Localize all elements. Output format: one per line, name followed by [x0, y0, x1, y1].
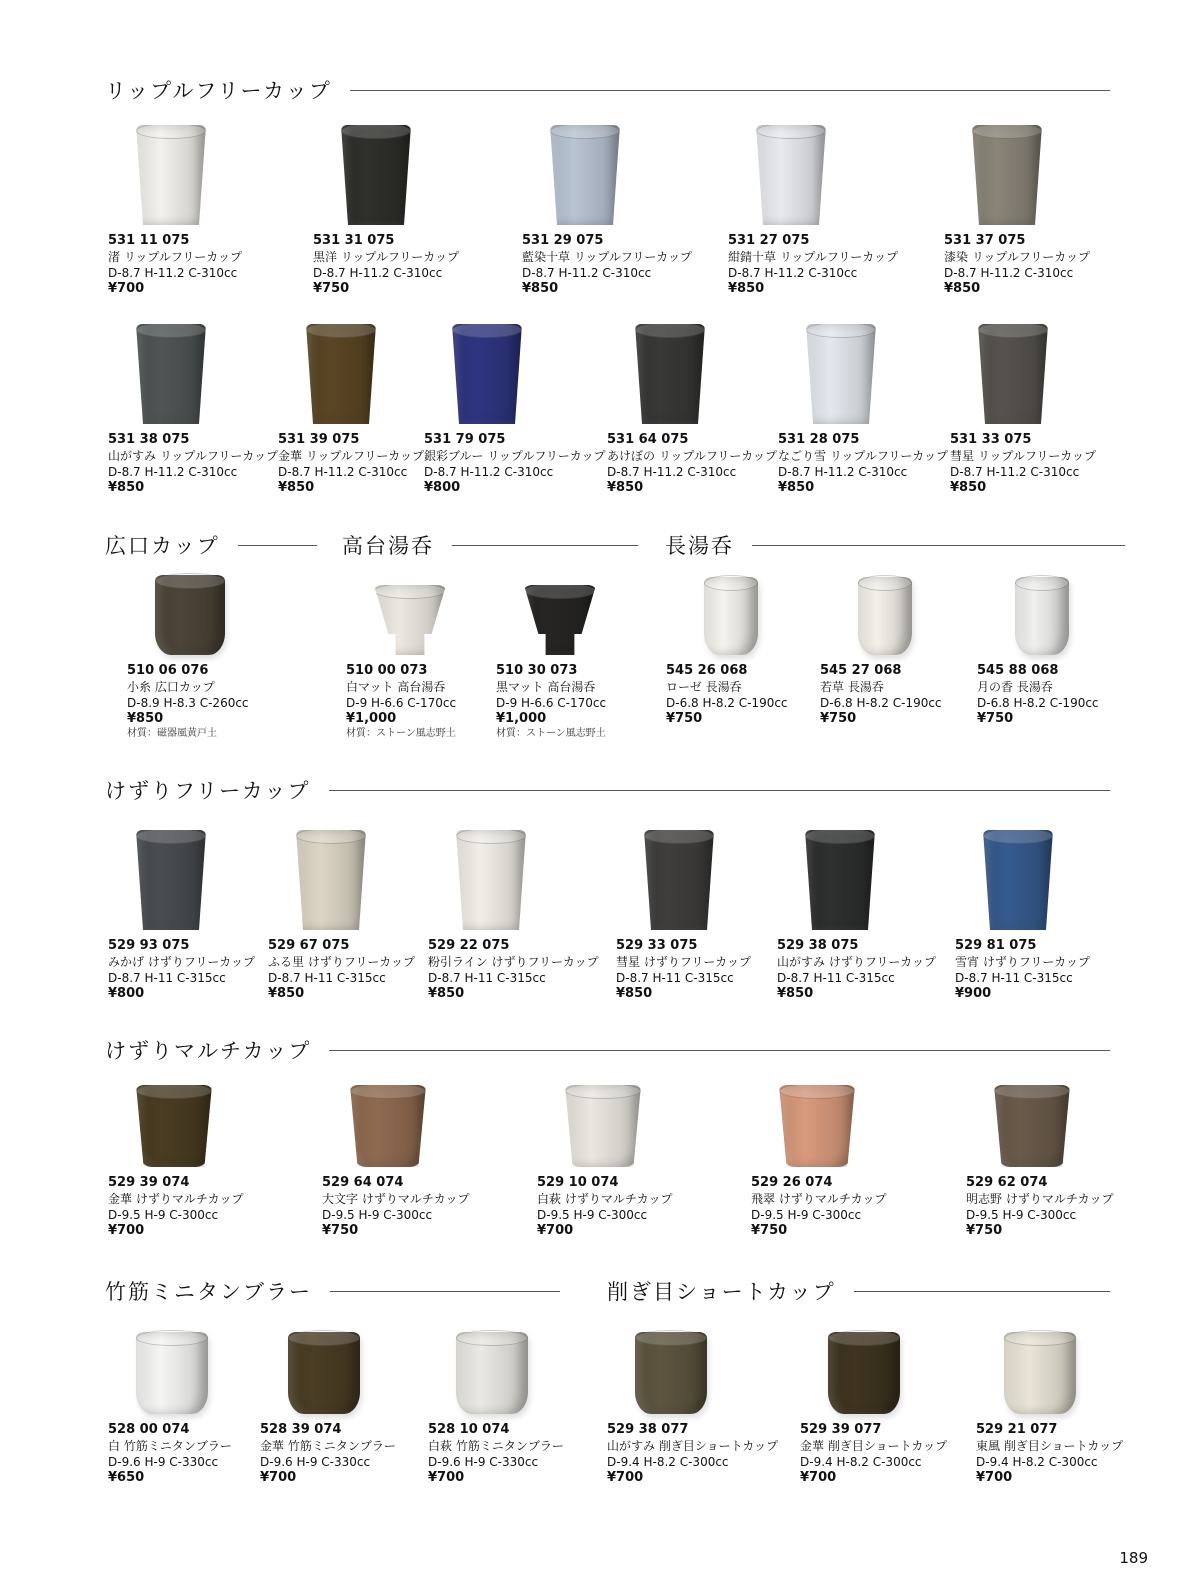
product-name: 渚 リップルフリーカップ [108, 250, 243, 264]
product-item [108, 324, 278, 496]
product-spec: D-8.7 H-11.2 C-310cc [522, 266, 652, 280]
cup-image [350, 1085, 426, 1167]
cup-rim [550, 123, 620, 139]
product-spec: D-9.4 H-8.2 C-300cc [800, 1455, 922, 1469]
product-spec: D-8.7 H-11.2 C-310cc [728, 266, 858, 280]
cup-image [1015, 577, 1069, 655]
product-item [428, 1332, 598, 1486]
section-chikusuji [105, 1276, 560, 1306]
cup-image [756, 125, 826, 225]
product-code: 529 93 075 [108, 938, 190, 953]
section-title: けずりフリーカップ [105, 779, 311, 803]
product-price: ¥800 [424, 480, 461, 495]
product-price: ¥750 [977, 711, 1014, 726]
cup-image [374, 585, 446, 655]
cup-image [296, 830, 366, 930]
product-spec: D-8.7 H-11 C-315cc [268, 971, 386, 985]
product-item [346, 585, 516, 741]
product-price: ¥850 [944, 281, 981, 296]
product-code: 528 10 074 [428, 1422, 510, 1437]
product-price: ¥1,000 [346, 711, 397, 726]
product-name: 藍染十草 リップルフリーカップ [522, 250, 693, 264]
cup-image [452, 324, 522, 424]
cup-image [644, 830, 714, 930]
section-title: 広口カップ [105, 534, 220, 558]
product-spec: D-9.5 H-9 C-300cc [322, 1208, 433, 1222]
cup-image [704, 577, 758, 655]
cup-rim [296, 828, 366, 844]
product-price: ¥850 [127, 711, 164, 726]
cup-rim [635, 1330, 707, 1346]
product-name: 漆染 リップルフリーカップ [944, 250, 1091, 264]
divider [329, 1050, 1110, 1051]
product-spec: D-8.7 H-11.2 C-310cc [108, 266, 238, 280]
product-name: 山がすみ リップルフリーカップ [108, 449, 279, 463]
product-price: ¥700 [607, 1470, 644, 1485]
product-name: 彗星 リップルフリーカップ [950, 449, 1097, 463]
cup-rim [155, 573, 225, 589]
product-item [260, 1332, 430, 1486]
cup-rim [805, 828, 875, 844]
section-kezuri-free [105, 775, 1110, 805]
product-item [976, 1332, 1146, 1486]
divider [330, 1291, 560, 1292]
product-item [313, 125, 483, 297]
cup-image [341, 125, 411, 225]
product-name: あけぼの リップルフリーカップ [607, 449, 778, 463]
product-item [522, 125, 692, 297]
product-name: 金華 削ぎ目ショートカップ [800, 1439, 948, 1453]
divider [854, 1291, 1110, 1292]
product-spec: D-6.8 H-8.2 C-190cc [820, 696, 942, 710]
product-item [607, 324, 777, 496]
cup-rim [779, 1083, 855, 1099]
cup-rim [456, 1330, 528, 1346]
product-price: ¥850 [522, 281, 559, 296]
product-spec: D-8.7 H-11 C-315cc [108, 971, 226, 985]
product-price: ¥1,000 [496, 711, 547, 726]
product-name: なごり雪 リップルフリーカップ [778, 449, 949, 463]
product-item [108, 1085, 278, 1239]
product-code: 531 11 075 [108, 233, 190, 248]
product-price: ¥850 [778, 480, 815, 495]
product-name: 大文字 けずりマルチカップ [322, 1192, 470, 1206]
cup-image [136, 830, 206, 930]
cup-image [972, 125, 1042, 225]
product-name: ふる里 けずりフリーカップ [268, 955, 415, 969]
product-material: 材質：ストーン風志野土 [496, 728, 606, 739]
product-name: 黒マット 高台湯呑 [496, 680, 596, 694]
cup-image [1004, 1332, 1076, 1414]
product-price: ¥700 [800, 1470, 837, 1485]
product-item [778, 324, 948, 496]
product-code: 531 29 075 [522, 233, 604, 248]
product-price: ¥700 [976, 1470, 1013, 1485]
section-title: 竹筋ミニタンブラー [105, 1280, 312, 1304]
cup-rim [1004, 1330, 1076, 1346]
product-name: 彗星 けずりフリーカップ [616, 955, 751, 969]
section-naga [665, 530, 1125, 560]
product-item [777, 830, 947, 1002]
product-code: 531 39 075 [278, 432, 360, 447]
product-item [278, 324, 448, 496]
cup-rim [978, 322, 1048, 338]
product-spec: D-9 H-6.6 C-170cc [496, 696, 607, 710]
product-code: 529 81 075 [955, 938, 1037, 953]
product-code: 529 67 075 [268, 938, 350, 953]
cup-rim [994, 1083, 1070, 1099]
cup-image [136, 324, 206, 424]
product-name: 飛翠 けずりマルチカップ [751, 1192, 887, 1206]
product-name: 明志野 けずりマルチカップ [966, 1192, 1114, 1206]
cup-rim [306, 322, 376, 338]
section-title: リップルフリーカップ [105, 79, 332, 103]
product-item [607, 1332, 777, 1486]
divider [350, 90, 1110, 91]
cup-image [456, 1332, 528, 1414]
product-spec: D-9.6 H-9 C-330cc [428, 1455, 539, 1469]
product-code: 529 26 074 [751, 1175, 833, 1190]
product-name: 銀彩ブルー リップルフリーカップ [424, 449, 606, 463]
section-title: 削ぎ目ショートカップ [607, 1280, 836, 1304]
cup-image [994, 1085, 1070, 1167]
cup-rim [136, 322, 206, 338]
cup-rim [635, 322, 705, 338]
product-spec: D-8.7 H-11 C-315cc [616, 971, 734, 985]
product-spec: D-8.9 H-8.3 C-260cc [127, 696, 249, 710]
section-title: 長湯呑 [665, 534, 734, 558]
product-spec: D-6.8 H-8.2 C-190cc [977, 696, 1099, 710]
product-name: 雪宵 けずりフリーカップ [955, 955, 1090, 969]
product-code: 531 79 075 [424, 432, 506, 447]
product-price: ¥900 [955, 986, 992, 1001]
product-item [977, 577, 1147, 727]
product-item [108, 1332, 278, 1486]
product-name: 紺錆十草 リップルフリーカップ [728, 250, 899, 264]
product-code: 529 38 075 [777, 938, 859, 953]
product-price: ¥850 [108, 480, 145, 495]
product-spec: D-9.5 H-9 C-300cc [966, 1208, 1077, 1222]
section-title: 高台湯呑 [342, 534, 434, 558]
product-price: ¥700 [108, 1223, 145, 1238]
cup-image [983, 830, 1053, 930]
product-spec: D-8.7 H-11.2 C-310cc [950, 465, 1080, 479]
product-code: 510 30 073 [496, 663, 578, 678]
cup-image [136, 1085, 212, 1167]
cup-rim [524, 583, 596, 599]
product-code: 545 26 068 [666, 663, 748, 678]
cup-rim [136, 1083, 212, 1099]
product-price: ¥750 [751, 1223, 788, 1238]
product-code: 528 00 074 [108, 1422, 190, 1437]
product-item [728, 125, 898, 297]
product-material: 材質：磁器風黄戸土 [127, 728, 217, 739]
product-item [322, 1085, 492, 1239]
cup-rim [756, 123, 826, 139]
product-name: 若草 長湯呑 [820, 680, 884, 694]
product-code: 531 37 075 [944, 233, 1026, 248]
cup-rim [644, 828, 714, 844]
product-price: ¥850 [728, 281, 765, 296]
product-spec: D-8.7 H-11.2 C-310cc [278, 465, 408, 479]
product-code: 529 62 074 [966, 1175, 1048, 1190]
product-material: 材質：ストーン風志野土 [346, 728, 456, 739]
product-code: 529 39 077 [800, 1422, 882, 1437]
product-item [616, 830, 786, 1002]
product-item [496, 585, 666, 741]
cup-rim [136, 123, 206, 139]
cup-image [635, 324, 705, 424]
product-price: ¥700 [428, 1470, 465, 1485]
cup-image [306, 324, 376, 424]
product-code: 510 06 076 [127, 663, 209, 678]
product-price: ¥850 [607, 480, 644, 495]
product-item [268, 830, 438, 1002]
product-spec: D-8.7 H-11.2 C-310cc [108, 465, 238, 479]
product-name: 白萩 けずりマルチカップ [537, 1192, 673, 1206]
cup-rim [136, 828, 206, 844]
cup-image [155, 575, 225, 655]
cup-image [779, 1085, 855, 1167]
product-item [751, 1085, 921, 1239]
product-item [955, 830, 1125, 1002]
product-name: 粉引ライン けずりフリーカップ [428, 955, 599, 969]
product-item [944, 125, 1114, 297]
product-item [127, 575, 297, 741]
cup-rim [983, 828, 1053, 844]
product-spec: D-9.5 H-9 C-300cc [751, 1208, 862, 1222]
product-code: 531 28 075 [778, 432, 860, 447]
product-item [950, 324, 1120, 496]
cup-rim [288, 1330, 360, 1346]
product-item [108, 830, 278, 1002]
product-spec: D-6.8 H-8.2 C-190cc [666, 696, 788, 710]
product-spec: D-8.7 H-11 C-315cc [955, 971, 1073, 985]
product-code: 545 88 068 [977, 663, 1059, 678]
cup-image [828, 1332, 900, 1414]
product-price: ¥700 [537, 1223, 574, 1238]
cup-rim [341, 123, 411, 139]
product-code: 529 64 074 [322, 1175, 404, 1190]
product-code: 529 21 077 [976, 1422, 1058, 1437]
cup-image [805, 830, 875, 930]
product-name: 山がすみ 削ぎ目ショートカップ [607, 1439, 779, 1453]
cup-image [858, 577, 912, 655]
cup-image [550, 125, 620, 225]
cup-image [806, 324, 876, 424]
product-code: 531 27 075 [728, 233, 810, 248]
product-price: ¥850 [950, 480, 987, 495]
section-sogime [607, 1276, 1110, 1306]
section-kezuri-multi [105, 1035, 1110, 1065]
product-code: 529 33 075 [616, 938, 698, 953]
product-price: ¥850 [278, 480, 315, 495]
product-price: ¥850 [268, 986, 305, 1001]
product-name: 白マット 高台湯呑 [346, 680, 446, 694]
cup-image [978, 324, 1048, 424]
product-code: 531 31 075 [313, 233, 395, 248]
product-code: 531 38 075 [108, 432, 190, 447]
product-price: ¥750 [313, 281, 350, 296]
product-spec: D-8.7 H-11.2 C-310cc [778, 465, 908, 479]
product-item [428, 830, 598, 1002]
product-code: 545 27 068 [820, 663, 902, 678]
product-spec: D-9.5 H-9 C-300cc [537, 1208, 648, 1222]
product-spec: D-9.6 H-9 C-330cc [260, 1455, 371, 1469]
product-name: 白 竹筋ミニタンブラー [108, 1439, 232, 1453]
product-code: 529 22 075 [428, 938, 510, 953]
product-price: ¥850 [616, 986, 653, 1001]
cup-rim [704, 575, 758, 591]
product-name: みかげ けずりフリーカップ [108, 955, 255, 969]
page-number: 189 [1119, 1549, 1148, 1567]
product-price: ¥750 [966, 1223, 1003, 1238]
product-spec: D-8.7 H-11 C-315cc [777, 971, 895, 985]
product-name: 月の香 長湯呑 [977, 680, 1053, 694]
product-name: 山がすみ けずりフリーカップ [777, 955, 936, 969]
cup-image [524, 585, 596, 655]
product-code: 528 39 074 [260, 1422, 342, 1437]
product-code: 510 00 073 [346, 663, 428, 678]
product-code: 529 38 077 [607, 1422, 689, 1437]
cup-image [635, 1332, 707, 1414]
product-spec: D-8.7 H-11.2 C-310cc [607, 465, 737, 479]
cup-rim [565, 1083, 641, 1099]
product-spec: D-9.4 H-8.2 C-300cc [976, 1455, 1098, 1469]
product-name: 小糸 広口カップ [127, 680, 215, 694]
product-price: ¥800 [108, 986, 145, 1001]
cup-image [288, 1332, 360, 1414]
section-title: けずりマルチカップ [105, 1039, 312, 1063]
product-spec: D-8.7 H-11.2 C-310cc [313, 266, 443, 280]
product-name: 白萩 竹筋ミニタンブラー [428, 1439, 564, 1453]
product-item [966, 1085, 1136, 1239]
cup-image [456, 830, 526, 930]
product-spec: D-8.7 H-11 C-315cc [428, 971, 546, 985]
product-spec: D-9.6 H-9 C-330cc [108, 1455, 219, 1469]
section-koudai [342, 530, 638, 560]
cup-rim [828, 1330, 900, 1346]
product-price: ¥700 [108, 281, 145, 296]
divider [238, 545, 317, 546]
product-price: ¥850 [428, 986, 465, 1001]
divider [452, 545, 638, 546]
cup-rim [374, 583, 446, 599]
product-name: ローゼ 長湯呑 [666, 680, 742, 694]
product-item [820, 577, 990, 727]
product-name: 金華 けずりマルチカップ [108, 1192, 244, 1206]
product-spec: D-9.5 H-9 C-300cc [108, 1208, 219, 1222]
product-spec: D-9 H-6.6 C-170cc [346, 696, 457, 710]
divider [752, 545, 1125, 546]
product-code: 531 64 075 [607, 432, 689, 447]
cup-rim [456, 828, 526, 844]
product-spec: D-9.4 H-8.2 C-300cc [607, 1455, 729, 1469]
cup-image [136, 125, 206, 225]
divider [329, 790, 1110, 791]
product-name: 金華 竹筋ミニタンブラー [260, 1439, 396, 1453]
product-item [424, 324, 606, 496]
cup-rim [452, 322, 522, 338]
product-price: ¥750 [666, 711, 703, 726]
cup-rim [806, 322, 876, 338]
cup-image [565, 1085, 641, 1167]
product-item [108, 125, 278, 297]
cup-rim [1015, 575, 1069, 591]
product-name: 金華 リップルフリーカップ [278, 449, 425, 463]
product-name: 東風 削ぎ目ショートカップ [976, 1439, 1124, 1453]
product-spec: D-8.7 H-11.2 C-310cc [424, 465, 554, 479]
section-hiroguchi [105, 530, 317, 560]
product-price: ¥700 [260, 1470, 297, 1485]
product-item [800, 1332, 970, 1486]
product-price: ¥850 [777, 986, 814, 1001]
product-item [537, 1085, 707, 1239]
product-spec: D-8.7 H-11.2 C-310cc [944, 266, 1074, 280]
product-price: ¥750 [820, 711, 857, 726]
product-name: 黒洋 リップルフリーカップ [313, 250, 460, 264]
cup-rim [858, 575, 912, 591]
product-price: ¥650 [108, 1470, 145, 1485]
product-code: 531 33 075 [950, 432, 1032, 447]
product-code: 529 39 074 [108, 1175, 190, 1190]
product-item [666, 577, 836, 727]
cup-rim [136, 1330, 208, 1346]
cup-rim [972, 123, 1042, 139]
section-ripple [105, 75, 1110, 105]
cup-image [136, 1332, 208, 1414]
product-code: 529 10 074 [537, 1175, 619, 1190]
cup-rim [350, 1083, 426, 1099]
product-price: ¥750 [322, 1223, 359, 1238]
